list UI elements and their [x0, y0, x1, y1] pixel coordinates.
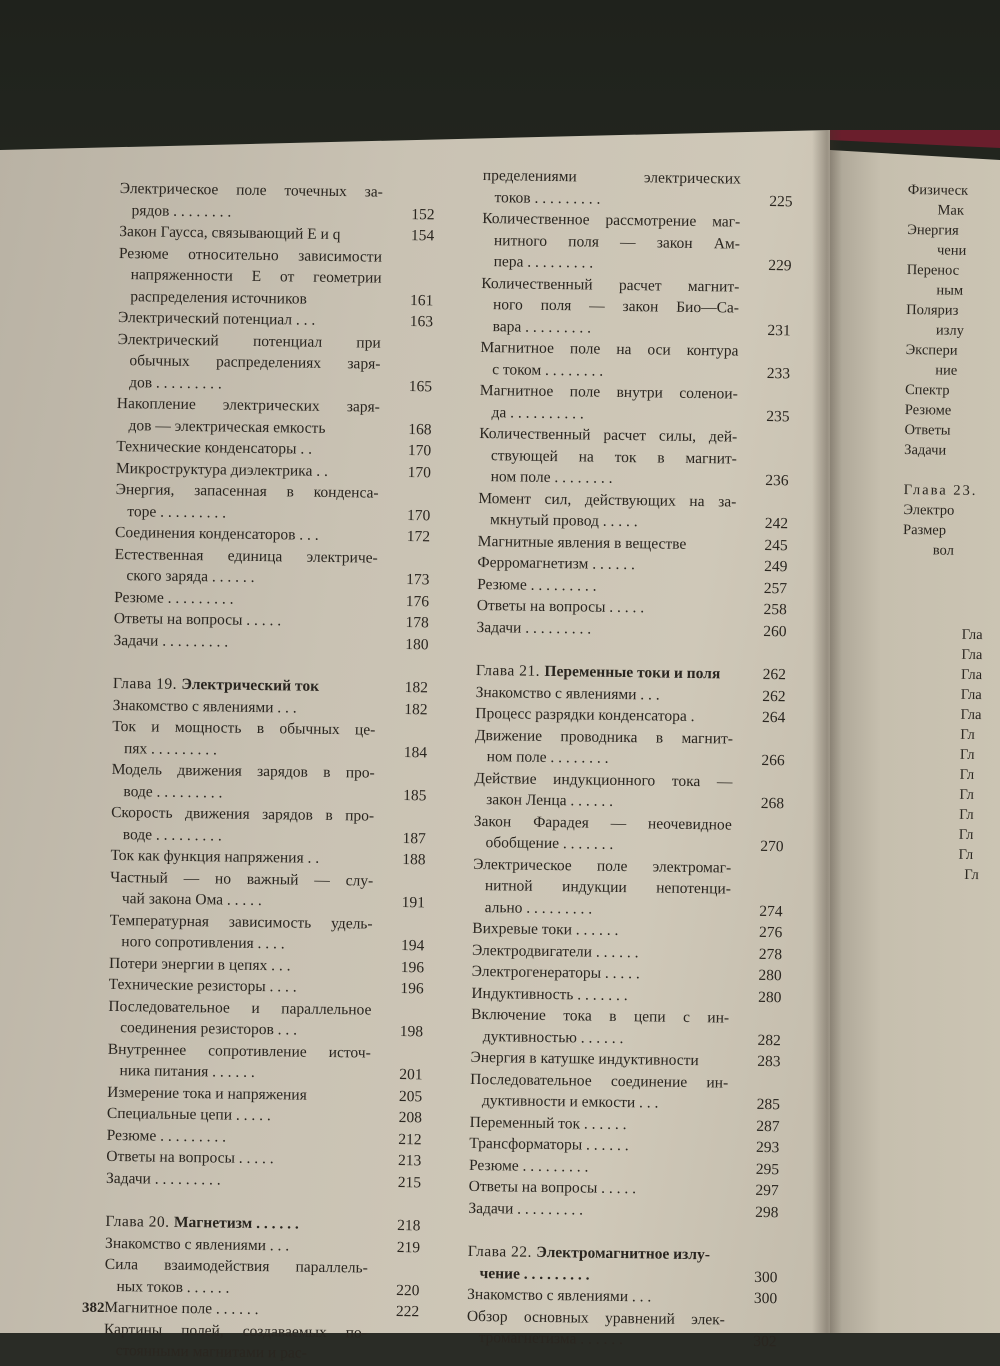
right-page-fragment: ние — [935, 362, 958, 379]
toc-entry-title — [115, 479, 379, 526]
toc-entry-title — [478, 423, 737, 491]
toc-entry-title — [107, 1038, 371, 1085]
toc-entry — [479, 380, 790, 427]
toc-entry-title — [466, 1305, 725, 1352]
toc-entry-line: чай закона Ома . . . . . — [121, 890, 262, 910]
toc-entry-title — [472, 853, 731, 921]
toc-page-number: 295 — [755, 1160, 780, 1178]
toc-page-number: 187 — [402, 829, 426, 847]
toc-page-number: 205 — [398, 1087, 423, 1105]
toc-entry-line: Магнитное поле внутри соленои- — [479, 381, 738, 403]
toc-entry-line: мкнутый провод . . . . . — [489, 511, 638, 531]
toc-page-number: 257 — [763, 579, 788, 597]
right-page-fragment: Поляриз — [906, 301, 959, 319]
toc-page-number: 266 — [761, 751, 785, 770]
toc-entry-line: Ответы на вопросы . . . . . — [468, 1177, 637, 1198]
right-page-fragment: ным — [936, 282, 964, 299]
toc-entry-title — [106, 1167, 369, 1192]
toc-entry-line: Электрический потенциал . . . — [117, 308, 316, 329]
toc-entry-title — [112, 716, 376, 763]
toc-page-number: 182 — [404, 700, 428, 718]
toc-entry-line: ника питания . . . . . . — [119, 1062, 255, 1081]
toc-entry-line: Электрическое поле электромаг- — [473, 855, 732, 877]
right-page-fragment: вол — [932, 542, 954, 559]
toc-entry-line: стоянными магнитами и рас- — [115, 1342, 307, 1362]
right-page-fragment: Резюме — [904, 401, 952, 419]
right-page-fragment: Задачи — [904, 441, 947, 459]
toc-entry-title — [111, 759, 375, 806]
toc-page-number: 213 — [397, 1151, 422, 1170]
toc-entry-line: Внутреннее сопротивление источ- — [107, 1040, 371, 1062]
toc-page-number: 170 — [407, 442, 432, 460]
toc-page-number: 280 — [758, 966, 782, 985]
toc-entry — [478, 423, 789, 492]
toc-entry — [470, 1068, 781, 1115]
right-page-fragment: Мак — [937, 202, 965, 219]
right-page-fragment: излу — [935, 322, 964, 339]
chapter-title-continued: чение . . . . . . . . . — [479, 1264, 590, 1284]
toc-page-number: 287 — [756, 1117, 780, 1135]
right-page-fragment: Гл — [959, 746, 975, 763]
toc-entry-line: Модель движения зарядов в про- — [111, 760, 375, 782]
toc-entry-line: Знакомство с явлениями . . . — [475, 683, 660, 704]
toc-entry — [113, 629, 428, 655]
toc-entry-title — [108, 995, 372, 1042]
toc-entry-line: Ток как функция напряжения . . — [110, 846, 320, 867]
toc-entry-line: Резюме . . . . . . . . . — [106, 1126, 227, 1146]
toc-page-number: 180 — [405, 635, 429, 653]
toc-page-number: 236 — [765, 471, 789, 490]
toc-entry-line: Технические конденсаторы . . — [116, 437, 313, 458]
toc-entry-line: Соединения конденсаторов . . . — [114, 523, 319, 544]
toc-entry — [471, 1004, 782, 1051]
toc-entry-title — [473, 810, 732, 857]
toc-page-number: 274 — [759, 902, 783, 920]
toc-page-number: 276 — [758, 923, 783, 942]
toc-entry-line: рядов . . . . . . . . — [131, 201, 232, 221]
toc-entry-line: тромагнетизма . . . . . . — [478, 1329, 624, 1349]
toc-page-number: 249 — [764, 557, 788, 576]
chapter-title: Переменные токи и поля — [544, 662, 721, 683]
toc-entry-line: дов . . . . . . . . . — [129, 373, 222, 392]
toc-entry-title — [119, 178, 383, 225]
toc-entry-line: воде . . . . . . . . . — [123, 782, 223, 801]
toc-page-number: 297 — [755, 1181, 779, 1200]
toc-page-number: 260 — [763, 622, 787, 640]
chapter-title: Электромагнитное излу- — [536, 1243, 711, 1264]
toc-page-number: 285 — [756, 1095, 781, 1114]
toc-page-number: 268 — [760, 794, 785, 813]
toc-page-number: 300 — [754, 1268, 778, 1286]
toc-column-left — [103, 178, 434, 1366]
toc-page-number: 293 — [755, 1138, 780, 1157]
toc-entry-title — [114, 543, 378, 590]
right-page-fragment: Гл — [958, 826, 974, 843]
toc-page-number: 161 — [409, 291, 434, 309]
toc-entry-line: Последовательное и параллельное — [108, 997, 372, 1019]
chapter-label: Глава 20. — [105, 1212, 170, 1231]
toc-entry-line: с током . . . . . . . . — [492, 360, 604, 380]
right-page-fragment: Ответы — [904, 421, 951, 439]
toc-entry-line: да . . . . . . . . . . — [491, 403, 584, 422]
toc-entry-title — [116, 393, 380, 440]
toc-entry-title — [104, 1254, 368, 1301]
right-page-fragment: Гла — [960, 686, 982, 704]
toc-page-number: 194 — [400, 936, 425, 955]
toc-entry-line: пределениями электрических — [482, 166, 741, 188]
toc-page-number: 229 — [768, 256, 792, 275]
right-page-fragment: Энергия — [907, 221, 959, 239]
toc-page-number: 245 — [764, 536, 788, 554]
toc-entry-line: Измерение тока и напряжения — [107, 1083, 307, 1104]
toc-entry-line: воде . . . . . . . . . — [122, 825, 222, 844]
toc-entry-line: Сила взаимодействия параллель- — [104, 1255, 368, 1277]
toc-entry-title — [478, 487, 737, 534]
toc-entry-line: Задачи . . . . . . . . . — [476, 618, 592, 638]
toc-entry-line: Знакомство с явлениями . . . — [112, 696, 297, 717]
toc-entry-line: Ответы на вопросы . . . . . — [476, 596, 645, 617]
right-page-fragment: Глава 23. — [903, 481, 978, 499]
right-page-fragment: Размер — [903, 521, 947, 539]
toc-entry-line: Магнитное поле . . . . . . — [104, 1298, 259, 1319]
toc-entry-line: Вихревые токи . . . . . . — [472, 919, 619, 939]
toc-page-number: 184 — [403, 743, 428, 761]
toc-entry-title — [474, 767, 733, 814]
toc-entry-line: Включение тока в цепи с ин- — [471, 1005, 730, 1027]
chapter-title: Магнетизм . . . . . . — [173, 1213, 299, 1233]
toc-entry — [118, 242, 434, 311]
page-number: 382 — [82, 1300, 105, 1316]
toc-page-number: 182 — [404, 679, 429, 697]
toc-entry-title — [117, 328, 381, 396]
toc-entry-line: напряженности E от геометрии — [130, 266, 382, 287]
toc-entry-title — [482, 165, 741, 212]
toc-page-number: 242 — [764, 514, 789, 533]
chapter-label: Глава 22. — [467, 1242, 533, 1261]
chapter-title: Электрический ток — [181, 675, 320, 695]
toc-entry — [111, 802, 427, 849]
right-page-fragment: Экспери — [905, 341, 958, 359]
toc-entry-line: Резюме относительно зависимости — [118, 244, 383, 266]
toc-entry-title — [468, 1197, 726, 1222]
toc-entry-title — [475, 724, 734, 771]
toc-entry — [106, 1167, 421, 1193]
toc-page-number: 170 — [406, 506, 431, 524]
toc-entry-line: Резюме . . . . . . . . . — [468, 1156, 589, 1176]
toc-page-number: 220 — [396, 1281, 420, 1299]
toc-entry-line: торе . . . . . . . . . — [127, 502, 227, 522]
toc-page-number: 278 — [758, 945, 783, 963]
toc-page-number: 264 — [761, 708, 786, 727]
toc-entry-line: обобщение . . . . . . . — [485, 834, 614, 853]
toc-entry-title — [467, 1241, 726, 1288]
toc-page-number: 196 — [400, 958, 425, 976]
right-page-fragment: Гла — [960, 666, 983, 684]
toc-entry-line: Обзор основных уравнений элек- — [466, 1307, 726, 1328]
toc-entry-line: Момент сил, действующих на за- — [478, 489, 737, 511]
toc-entry-line: Ответы на вопросы . . . . . — [113, 609, 282, 630]
toc-page-number: 270 — [760, 837, 784, 856]
toc-entry-line: Закон Фарадея — неочевидное — [473, 812, 732, 834]
toc-entry-title — [118, 242, 382, 310]
right-page-fragment: Гла — [961, 646, 983, 664]
toc-page-number: 300 — [753, 1289, 778, 1308]
toc-entry — [103, 1318, 419, 1365]
toc-entry-line: ном поле . . . . . . . . — [490, 468, 613, 487]
toc-entry-title — [109, 909, 373, 956]
toc-page-number: 191 — [401, 894, 426, 912]
toc-entry-line: Количественный расчет магнит- — [481, 274, 740, 296]
toc-page-number: 154 — [410, 227, 435, 245]
toc-entry-line: Энергия в катушке индуктивности — [470, 1048, 699, 1070]
toc-page-number: 173 — [406, 571, 430, 589]
right-page-fragment: чени — [936, 242, 967, 259]
toc-entry-line: вара . . . . . . . . . — [492, 317, 592, 337]
toc-entry — [114, 543, 430, 590]
toc-entry-line: Магнитные явления в веществе — [477, 532, 687, 553]
toc-entry-line: нитного поля — закон Ам- — [493, 231, 741, 253]
toc-entry-line: распределения источников — [130, 287, 307, 308]
toc-page-number: 262 — [762, 665, 787, 684]
toc-entry-line: обычных распределениях заря- — [129, 352, 381, 373]
toc-entry-line: Микроструктура диэлектрика . . — [115, 459, 329, 480]
toc-entry-line: ных токов . . . . . . — [116, 1277, 230, 1297]
right-page-fragment: Гл — [959, 786, 975, 803]
toc-page-number: 215 — [397, 1173, 422, 1191]
toc-entry — [110, 866, 426, 913]
toc-entry-line: ально . . . . . . . . . — [484, 898, 593, 918]
toc-column-middle — [466, 165, 792, 1353]
toc-entry — [481, 208, 792, 277]
toc-entry-line: Ток и мощность в обычных це- — [112, 717, 376, 739]
toc-entry-line: Резюме . . . . . . . . . — [477, 575, 597, 595]
toc-entry-line: Задачи . . . . . . . . . — [113, 631, 229, 651]
toc-entry-line: Знакомство с явлениями . . . — [467, 1285, 652, 1306]
toc-entry-line: Электрическое поле точечных за- — [119, 179, 383, 201]
toc-entry-line: Технические резисторы . . . . — [108, 975, 297, 996]
toc-entry — [472, 853, 783, 922]
toc-entry-line: Электрический потенциал при — [117, 330, 381, 352]
toc-entry-line: Резюме . . . . . . . . . — [114, 588, 234, 608]
toc-page-number: 212 — [398, 1130, 422, 1148]
toc-entry-line: Частный — но важный — слу- — [110, 868, 374, 890]
toc-entry-line: токов . . . . . . . . . — [494, 188, 601, 208]
toc-entry — [481, 272, 792, 341]
toc-entry-title — [103, 1318, 367, 1365]
toc-entry — [478, 487, 789, 534]
toc-page-number: 219 — [396, 1238, 421, 1256]
toc-entry-line: Ответы на вопросы . . . . . — [106, 1147, 274, 1168]
toc-entry-line: Задачи . . . . . . . . . — [468, 1199, 584, 1218]
toc-entry-line: нитной индукции непотенци- — [484, 877, 732, 898]
toc-entry-line: Закон Гаусса, связывающий E и q — [119, 222, 341, 244]
toc-page-number: 282 — [757, 1031, 781, 1049]
toc-entry — [116, 393, 432, 440]
toc-entry-line: ствующей на ток в магнит- — [490, 446, 738, 468]
toc-entry — [476, 616, 786, 642]
toc-entry — [466, 1305, 777, 1352]
toc-entry-title — [480, 337, 739, 384]
toc-entry-line: дуктивностью . . . . . . — [482, 1027, 624, 1047]
toc-entry-line: Температурная зависимость удель- — [109, 911, 373, 933]
toc-entry-title — [471, 1004, 730, 1051]
right-page-fragment: Перенос — [906, 261, 960, 279]
toc-page-number: 225 — [769, 192, 793, 210]
toc-entry-line: Движение проводника в магнит- — [474, 726, 734, 748]
toc-page-number: 165 — [408, 377, 433, 395]
toc-page-number: 172 — [406, 528, 431, 546]
toc-page-number: 208 — [398, 1108, 423, 1127]
toc-entry-line: Магнитное поле на оси контура — [480, 338, 739, 360]
toc-page-number: 168 — [408, 420, 432, 438]
toc-entry-line: Процесс разрядки конденсатора . — [475, 704, 695, 726]
toc-entry-title — [481, 272, 740, 340]
toc-entry — [482, 165, 793, 212]
toc-entry — [117, 328, 433, 397]
right-page-fragment: Гл — [964, 866, 979, 884]
toc-page-number: 218 — [397, 1216, 421, 1235]
toc-page-number: 262 — [762, 687, 786, 705]
toc-entry-line: ного поля — закон Био—Са- — [492, 296, 740, 317]
toc-page-number: 198 — [399, 1022, 424, 1041]
toc-entry-line: Задачи . . . . . . . . . — [105, 1169, 221, 1189]
toc-entry — [104, 1254, 420, 1301]
toc-entry — [107, 1038, 423, 1085]
toc-entry-line: Действие индукционного тока — — [474, 769, 733, 791]
toc-entry — [119, 178, 435, 225]
toc-entry-title — [479, 380, 738, 427]
toc-page-number: 176 — [405, 592, 430, 610]
toc-entry-line: ном поле . . . . . . . . — [486, 748, 609, 767]
toc-entry-line: Потери энергии в цепях . . . — [108, 954, 291, 974]
toc-entry — [473, 810, 784, 857]
toc-entry-title — [110, 866, 374, 913]
toc-entry-title — [476, 616, 734, 641]
toc-page-number: 283 — [757, 1052, 781, 1071]
toc-entry-line: Специальные цепи . . . . . — [106, 1104, 271, 1125]
toc-entry-line: Ферромагнетизм . . . . . . — [477, 553, 636, 574]
toc-entry — [111, 759, 427, 806]
right-page-fragment: Гл — [958, 846, 974, 863]
right-page-fragment: Гл — [960, 726, 975, 743]
toc-entry-title — [111, 802, 375, 849]
toc-entry — [468, 1197, 778, 1223]
toc-page-number: 231 — [767, 321, 791, 339]
toc-entry-line: соединения резисторов . . . — [120, 1019, 298, 1039]
toc-entry — [112, 716, 428, 763]
page-gutter — [812, 130, 842, 1333]
toc-entry-line: Электродвигатели . . . . . . — [471, 941, 639, 961]
right-page-fragment: Физическ — [907, 181, 969, 199]
toc-entry-line: пях . . . . . . . . . — [123, 739, 218, 758]
toc-entry-line: дов — электрическая емкость — [128, 416, 326, 437]
chapter-label: Глава 19. — [112, 674, 178, 693]
right-page-fragment: Гла — [960, 706, 982, 724]
toc-entry-title — [113, 629, 376, 654]
right-page-fragment: Спектр — [904, 381, 950, 399]
toc-entry-line: закон Ленца . . . . . . — [486, 791, 614, 810]
toc-page-number: 298 — [755, 1203, 779, 1221]
toc-page-number: 280 — [758, 988, 782, 1006]
toc-entry-line: Картины полей, создаваемых по- — [103, 1320, 368, 1342]
toc-entry — [474, 767, 785, 814]
toc-page-number: 188 — [402, 851, 426, 869]
toc-entry-line: ного сопротивления . . . . — [121, 933, 285, 953]
toc-entry — [480, 337, 791, 384]
toc-entry-line: пера . . . . . . . . . — [493, 253, 594, 272]
toc-page-number: 222 — [395, 1302, 420, 1321]
toc-entry-line: Естественная единица электриче- — [114, 545, 378, 567]
toc-entry-line: ского заряда . . . . . . — [126, 567, 255, 586]
right-page-fragment: Гл — [959, 806, 974, 823]
toc-page-number: 178 — [405, 614, 429, 632]
toc-entry-title — [481, 208, 740, 276]
toc-entry-line: Переменный ток . . . . . . — [469, 1113, 627, 1133]
toc-entry-line: Энергия, запасенная в конденса- — [115, 480, 379, 502]
toc-page-number: 201 — [399, 1065, 423, 1084]
toc-entry — [109, 909, 425, 956]
toc-page-number: 233 — [766, 364, 791, 382]
toc-page-number: 163 — [409, 313, 434, 331]
toc-entry — [475, 724, 786, 771]
toc-entry — [108, 995, 424, 1042]
toc-entry — [115, 479, 431, 526]
toc-entry-line: дуктивности и емкости . . . — [481, 1092, 659, 1112]
toc-entry-line: Скорость движения зарядов в про- — [111, 803, 375, 825]
toc-entry-line: Накопление электрических заря- — [116, 394, 380, 416]
toc-page-number: 185 — [403, 786, 427, 804]
toc-entry-title — [470, 1068, 729, 1115]
chapter-label: Глава 21. — [475, 661, 541, 680]
toc-chapter-heading — [467, 1241, 778, 1288]
toc-entry-line: Индуктивность . . . . . . . — [471, 984, 628, 1004]
toc-page-number: 196 — [400, 979, 424, 998]
toc-page-number: 152 — [411, 205, 435, 223]
right-page-fragment: Электро — [903, 501, 955, 519]
toc-entry-line: Электрогенераторы . . . . . — [471, 962, 640, 983]
toc-entry-line: Количественное рассмотрение маг- — [482, 209, 741, 231]
toc-page-number: 258 — [763, 600, 787, 619]
toc-entry-line: Последовательное соединение ин- — [470, 1070, 729, 1092]
toc-page-number: 170 — [407, 463, 432, 481]
toc-page-number: 235 — [766, 407, 790, 425]
toc-entry-line: Трансформаторы . . . . . . — [469, 1134, 629, 1155]
toc-column-right-fragments — [898, 180, 1000, 886]
toc-entry-line: Знакомство с явлениями . . . — [105, 1234, 290, 1254]
toc-entry-line: Количественный расчет силы, дей- — [479, 424, 738, 446]
right-page-fragment: Гл — [959, 766, 975, 783]
toc-page-number: 302 — [753, 1332, 777, 1351]
right-page-fragment: Гла — [961, 626, 983, 644]
